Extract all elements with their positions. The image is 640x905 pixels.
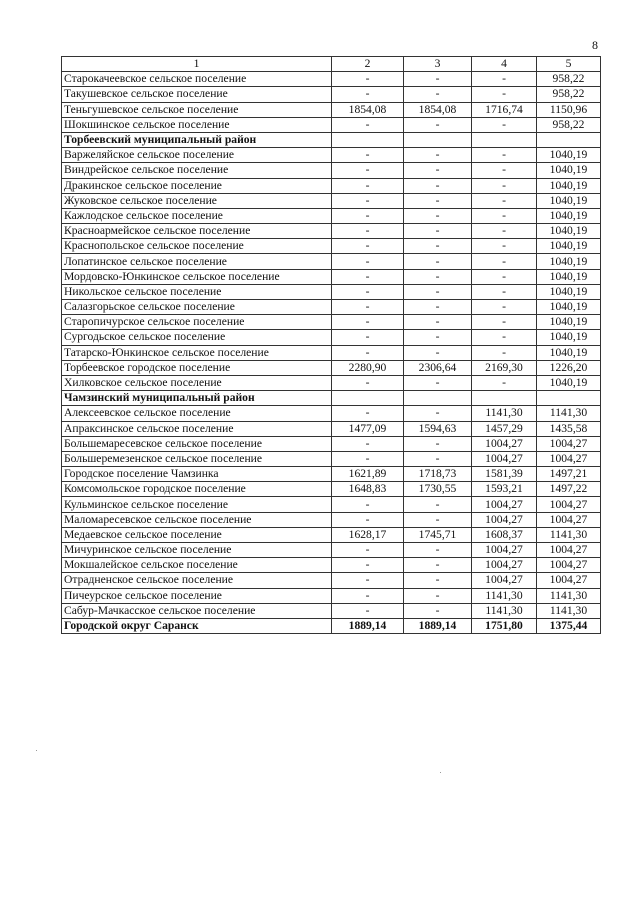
- settlement-name: Маломаресевское сельское поселение: [62, 512, 332, 527]
- value-col-3: -: [404, 193, 472, 208]
- value-col-2: -: [332, 72, 404, 87]
- district-row: [62, 132, 601, 147]
- table-row: [62, 117, 601, 132]
- table-row: [62, 148, 601, 163]
- table-row: [62, 345, 601, 360]
- settlement-name: Жуковское сельское поселение: [62, 193, 332, 208]
- empty-cell: [472, 391, 537, 406]
- empty-cell: [332, 132, 404, 147]
- table-row: [62, 300, 601, 315]
- value-col-2: -: [332, 406, 404, 421]
- settlement-name: Медаевское сельское поселение: [62, 527, 332, 542]
- value-col-4: 1004,27: [472, 512, 537, 527]
- value-col-4: -: [472, 224, 537, 239]
- settlement-name: Кажлодское сельское поселение: [62, 208, 332, 223]
- value-col-4: 1141,30: [472, 588, 537, 603]
- table-row: [62, 102, 601, 117]
- value-col-4: -: [472, 163, 537, 178]
- value-col-3: 1854,08: [404, 102, 472, 117]
- value-col-4: -: [472, 254, 537, 269]
- value-col-3: -: [404, 208, 472, 223]
- value-col-2: -: [332, 239, 404, 254]
- value-col-3: -: [404, 300, 472, 315]
- table-row: [62, 451, 601, 466]
- value-col-4: 1581,39: [472, 467, 537, 482]
- value-col-3: -: [404, 406, 472, 421]
- settlement-name: Большеремезенское сельское поселение: [62, 451, 332, 466]
- table-row: [62, 467, 601, 482]
- value-col-5: 1040,19: [537, 375, 601, 390]
- value-col-3: 2306,64: [404, 360, 472, 375]
- settlement-name: Отрадненское сельское поселение: [62, 573, 332, 588]
- district-row: [62, 391, 601, 406]
- value-col-3: 1718,73: [404, 467, 472, 482]
- value-col-4: 2169,30: [472, 360, 537, 375]
- value-col-5: 1040,19: [537, 315, 601, 330]
- value-col-5: 1004,27: [537, 573, 601, 588]
- value-col-2: -: [332, 87, 404, 102]
- value-col-5: 1040,19: [537, 224, 601, 239]
- value-col-4: 1004,27: [472, 573, 537, 588]
- value-col-2: 1621,89: [332, 467, 404, 482]
- value-col-2: -: [332, 117, 404, 132]
- table-row: [62, 573, 601, 588]
- settlement-name: Варжеляйское сельское поселение: [62, 148, 332, 163]
- value-col-4: -: [472, 87, 537, 102]
- value-col-2: -: [332, 178, 404, 193]
- value-col-2: -: [332, 345, 404, 360]
- value-col-4: 1593,21: [472, 482, 537, 497]
- value-col-2: -: [332, 208, 404, 223]
- value-col-3: -: [404, 558, 472, 573]
- value-col-3: 1730,55: [404, 482, 472, 497]
- value-col-3: 1889,14: [404, 618, 472, 633]
- value-col-3: -: [404, 375, 472, 390]
- value-col-4: -: [472, 375, 537, 390]
- value-col-2: -: [332, 330, 404, 345]
- value-col-5: 1040,19: [537, 163, 601, 178]
- table-row: [62, 588, 601, 603]
- value-col-2: -: [332, 269, 404, 284]
- settlement-name: Дракинское сельское поселение: [62, 178, 332, 193]
- value-col-4: -: [472, 117, 537, 132]
- value-col-2: -: [332, 573, 404, 588]
- settlement-name: Мордовско-Юнкинское сельское поселение: [62, 269, 332, 284]
- value-col-3: -: [404, 436, 472, 451]
- table-row: [62, 527, 601, 542]
- settlement-name: Сабур-Мачкасское сельское поселение: [62, 603, 332, 618]
- value-col-4: 1141,30: [472, 603, 537, 618]
- value-col-5: 1141,30: [537, 588, 601, 603]
- value-col-4: -: [472, 284, 537, 299]
- value-col-5: 1040,19: [537, 269, 601, 284]
- settlement-name: Торбеевское городское поселение: [62, 360, 332, 375]
- table-row: [62, 375, 601, 390]
- empty-cell: [404, 391, 472, 406]
- settlement-name: Старокачеевское сельское поселение: [62, 72, 332, 87]
- value-col-2: -: [332, 558, 404, 573]
- value-col-2: 1889,14: [332, 618, 404, 633]
- value-col-3: 1594,63: [404, 421, 472, 436]
- value-col-2: -: [332, 224, 404, 239]
- settlement-name: Салазгорьское сельское поселение: [62, 300, 332, 315]
- value-col-4: 1004,27: [472, 451, 537, 466]
- value-col-2: -: [332, 300, 404, 315]
- district-name: Торбеевский муниципальный район: [62, 132, 332, 147]
- scan-speck: [440, 772, 441, 773]
- value-col-4: 1004,27: [472, 558, 537, 573]
- settlement-name: Апраксинское сельское поселение: [62, 421, 332, 436]
- value-col-3: -: [404, 72, 472, 87]
- value-col-5: 1040,19: [537, 148, 601, 163]
- settlement-name: Старопичурское сельское поселение: [62, 315, 332, 330]
- settlement-name: Виндрейское сельское поселение: [62, 163, 332, 178]
- value-col-5: 1040,19: [537, 284, 601, 299]
- value-col-3: 1745,71: [404, 527, 472, 542]
- value-col-2: -: [332, 543, 404, 558]
- table-row: [62, 512, 601, 527]
- table-row: [62, 254, 601, 269]
- value-col-5: 1040,19: [537, 345, 601, 360]
- value-col-5: 1004,27: [537, 436, 601, 451]
- value-col-4: -: [472, 269, 537, 284]
- scan-speck: [36, 750, 37, 751]
- settlement-name: Мичуринское сельское поселение: [62, 543, 332, 558]
- value-col-4: -: [472, 239, 537, 254]
- table-row: [62, 436, 601, 451]
- table-row: [62, 284, 601, 299]
- value-col-5: 1150,96: [537, 102, 601, 117]
- value-col-3: -: [404, 451, 472, 466]
- value-col-5: 1375,44: [537, 618, 601, 633]
- value-col-3: -: [404, 224, 472, 239]
- table-body: [62, 57, 601, 634]
- table-row: [62, 163, 601, 178]
- settlement-name: Городской округ Саранск: [62, 618, 332, 633]
- value-col-3: -: [404, 345, 472, 360]
- table-row: [62, 406, 601, 421]
- table-row: [62, 603, 601, 618]
- settlement-name: Такушевское сельское поселение: [62, 87, 332, 102]
- value-col-4: -: [472, 300, 537, 315]
- value-col-2: -: [332, 163, 404, 178]
- value-col-3: -: [404, 148, 472, 163]
- settlement-name: Хилковское сельское поселение: [62, 375, 332, 390]
- value-col-5: 958,22: [537, 72, 601, 87]
- value-col-3: -: [404, 178, 472, 193]
- value-col-3: -: [404, 497, 472, 512]
- value-col-4: 1751,80: [472, 618, 537, 633]
- settlement-name: Татарско-Юнкинское сельское поселение: [62, 345, 332, 360]
- value-col-5: 1004,27: [537, 543, 601, 558]
- value-col-4: -: [472, 208, 537, 223]
- value-col-5: 1040,19: [537, 300, 601, 315]
- table-row: [62, 558, 601, 573]
- value-col-4: 1141,30: [472, 406, 537, 421]
- tariff-table: [61, 56, 601, 634]
- value-col-4: -: [472, 72, 537, 87]
- table-row: [62, 269, 601, 284]
- value-col-5: 1040,19: [537, 208, 601, 223]
- table-row: [62, 497, 601, 512]
- table-row: [62, 193, 601, 208]
- value-col-2: -: [332, 497, 404, 512]
- value-col-2: 1628,17: [332, 527, 404, 542]
- header-cell-2: 2: [332, 57, 404, 72]
- value-col-4: 1004,27: [472, 436, 537, 451]
- settlement-name: Мокшалейское сельское поселение: [62, 558, 332, 573]
- value-col-4: -: [472, 330, 537, 345]
- settlement-name: Алексеевское сельское поселение: [62, 406, 332, 421]
- header-cell-5: 5: [537, 57, 601, 72]
- settlement-name: Никольское сельское поселение: [62, 284, 332, 299]
- settlement-name: Пичеурское сельское поселение: [62, 588, 332, 603]
- table-row: [62, 482, 601, 497]
- table-row: [62, 360, 601, 375]
- value-col-4: -: [472, 193, 537, 208]
- table-row: [62, 239, 601, 254]
- value-col-5: 1435,58: [537, 421, 601, 436]
- settlement-name: Краснопольское сельское поселение: [62, 239, 332, 254]
- value-col-3: -: [404, 543, 472, 558]
- value-col-5: 1497,22: [537, 482, 601, 497]
- value-col-3: -: [404, 269, 472, 284]
- empty-cell: [472, 132, 537, 147]
- value-col-3: -: [404, 603, 472, 618]
- value-col-4: 1716,74: [472, 102, 537, 117]
- settlement-name: Городское поселение Чамзинка: [62, 467, 332, 482]
- value-col-4: 1608,37: [472, 527, 537, 542]
- value-col-4: -: [472, 315, 537, 330]
- value-col-2: -: [332, 512, 404, 527]
- value-col-3: -: [404, 330, 472, 345]
- value-col-3: -: [404, 284, 472, 299]
- table-row: [62, 178, 601, 193]
- value-col-4: -: [472, 178, 537, 193]
- table-row: [62, 72, 601, 87]
- value-col-2: -: [332, 148, 404, 163]
- table-row: [62, 208, 601, 223]
- header-cell-4: 4: [472, 57, 537, 72]
- value-col-3: -: [404, 163, 472, 178]
- value-col-2: -: [332, 588, 404, 603]
- value-col-4: 1004,27: [472, 497, 537, 512]
- value-col-2: -: [332, 254, 404, 269]
- value-col-5: 1004,27: [537, 497, 601, 512]
- value-col-5: 1040,19: [537, 239, 601, 254]
- value-col-5: 1040,19: [537, 254, 601, 269]
- table-row: [62, 543, 601, 558]
- value-col-2: 1477,09: [332, 421, 404, 436]
- value-col-4: -: [472, 345, 537, 360]
- value-col-4: 1457,29: [472, 421, 537, 436]
- empty-cell: [537, 391, 601, 406]
- settlement-name: Большемаресевское сельское поселение: [62, 436, 332, 451]
- value-col-3: -: [404, 588, 472, 603]
- value-col-2: -: [332, 603, 404, 618]
- value-col-2: -: [332, 375, 404, 390]
- settlement-name: Красноармейское сельское поселение: [62, 224, 332, 239]
- value-col-5: 1040,19: [537, 330, 601, 345]
- value-col-3: -: [404, 87, 472, 102]
- header-cell-3: 3: [404, 57, 472, 72]
- value-col-5: 1004,27: [537, 451, 601, 466]
- value-col-3: -: [404, 512, 472, 527]
- value-col-2: -: [332, 284, 404, 299]
- table-row: [62, 618, 601, 633]
- value-col-5: 1004,27: [537, 512, 601, 527]
- settlement-name: Комсомольское городское поселение: [62, 482, 332, 497]
- value-col-2: 1854,08: [332, 102, 404, 117]
- table-header-row: [62, 57, 601, 72]
- value-col-5: 958,22: [537, 117, 601, 132]
- settlement-name: Кульминское сельское поселение: [62, 497, 332, 512]
- empty-cell: [332, 391, 404, 406]
- settlement-name: Сургодьское сельское поселение: [62, 330, 332, 345]
- value-col-3: -: [404, 117, 472, 132]
- table-row: [62, 87, 601, 102]
- value-col-5: 1497,21: [537, 467, 601, 482]
- page-number: 8: [592, 38, 598, 52]
- empty-cell: [404, 132, 472, 147]
- value-col-5: 958,22: [537, 87, 601, 102]
- value-col-2: 2280,90: [332, 360, 404, 375]
- value-col-4: -: [472, 148, 537, 163]
- empty-cell: [537, 132, 601, 147]
- settlement-name: Лопатинское сельское поселение: [62, 254, 332, 269]
- value-col-5: 1141,30: [537, 527, 601, 542]
- district-name: Чамзинский муниципальный район: [62, 391, 332, 406]
- value-col-3: -: [404, 254, 472, 269]
- value-col-2: -: [332, 193, 404, 208]
- header-cell-1: 1: [62, 57, 332, 72]
- settlement-name: Шокшинское сельское поселение: [62, 117, 332, 132]
- value-col-5: 1141,30: [537, 603, 601, 618]
- value-col-5: 1141,30: [537, 406, 601, 421]
- value-col-2: -: [332, 315, 404, 330]
- value-col-5: 1040,19: [537, 178, 601, 193]
- value-col-5: 1040,19: [537, 193, 601, 208]
- value-col-3: -: [404, 239, 472, 254]
- table-row: [62, 421, 601, 436]
- value-col-3: -: [404, 315, 472, 330]
- value-col-4: 1004,27: [472, 543, 537, 558]
- value-col-2: 1648,83: [332, 482, 404, 497]
- table-row: [62, 330, 601, 345]
- table-row: [62, 224, 601, 239]
- value-col-2: -: [332, 451, 404, 466]
- value-col-2: -: [332, 436, 404, 451]
- value-col-5: 1004,27: [537, 558, 601, 573]
- settlement-name: Теньгушевское сельское поселение: [62, 102, 332, 117]
- value-col-3: -: [404, 573, 472, 588]
- value-col-5: 1226,20: [537, 360, 601, 375]
- table-row: [62, 315, 601, 330]
